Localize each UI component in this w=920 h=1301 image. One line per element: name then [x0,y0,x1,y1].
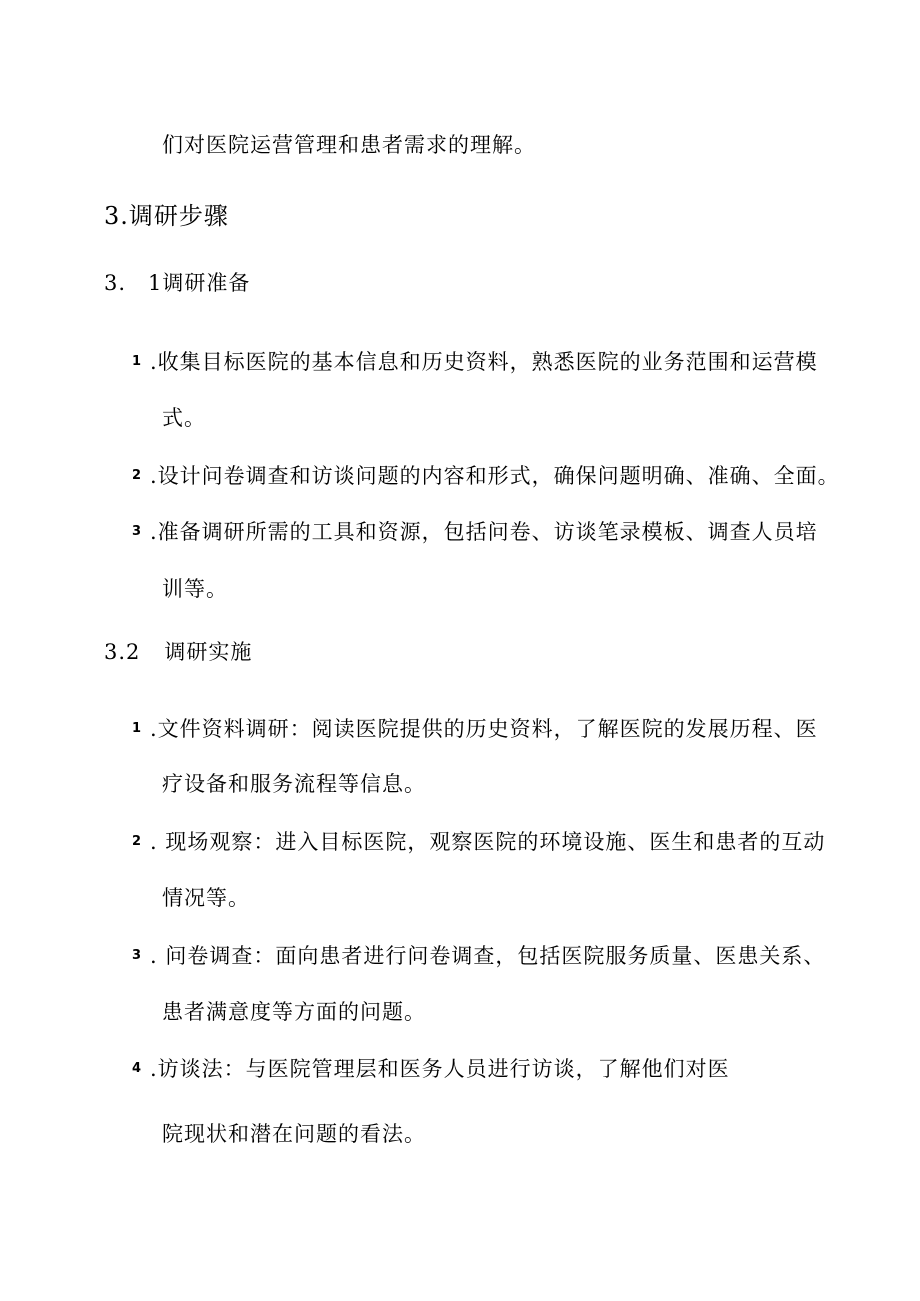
list-item-text-continued: 训等。 [162,577,228,601]
section-heading: 3.调研步骤 [104,202,229,230]
list-item-text: .准备调研所需的工具和资源，包括问卷、访谈笔录模板、调查人员培 [150,520,818,544]
continuation-text: 们对医院运营管理和患者需求的理解。 [162,133,536,157]
list-item-number: 3 [132,524,142,539]
list-item-text: .访谈法：与医院管理层和医务人员进行访谈，了解他们对医 [150,1057,730,1081]
subsection-label: 1调研准备 [148,271,251,295]
list-item-text: .设计问卷调查和访谈问题的内容和形式，确保问题明确、准确、全面。 [150,464,840,488]
list-item-text-continued: 疗设备和服务流程等信息。 [162,772,426,796]
list-item-number: 3 [132,948,142,963]
list-item-text: . 现场观察：进入目标医院，观察医院的环境设施、医生和患者的互动 [150,830,826,854]
list-item-text-continued: 式。 [162,406,206,430]
list-item-number: 1 [132,721,142,736]
list-item-text: .文件资料调研：阅读医院提供的历史资料，了解医院的发展历程、医 [150,717,818,741]
subsection-heading-implementation [104,638,252,666]
subsection-number: 3. [104,271,127,295]
list-item-number: 2 [132,834,142,849]
list-item-number: 4 [132,1061,142,1076]
list-item-text-continued: 情况等。 [162,886,250,910]
list-item-text: .收集目标医院的基本信息和历史资料，熟悉医院的业务范围和运营模 [150,350,818,374]
subsection-heading-preparation [104,269,250,297]
list-item-text-continued: 院现状和潜在问题的看法。 [162,1122,426,1146]
list-item-number: 1 [132,354,142,369]
subsection-label: 调研实施 [164,640,253,664]
list-item-text: . 问卷调查：面向患者进行问卷调查，包括医院服务质量、医患关系、 [150,944,826,968]
list-item-number: 2 [132,468,142,483]
subsection-number: 3.2 [104,640,141,664]
list-item-text-continued: 患者满意度等方面的问题。 [162,1000,426,1024]
